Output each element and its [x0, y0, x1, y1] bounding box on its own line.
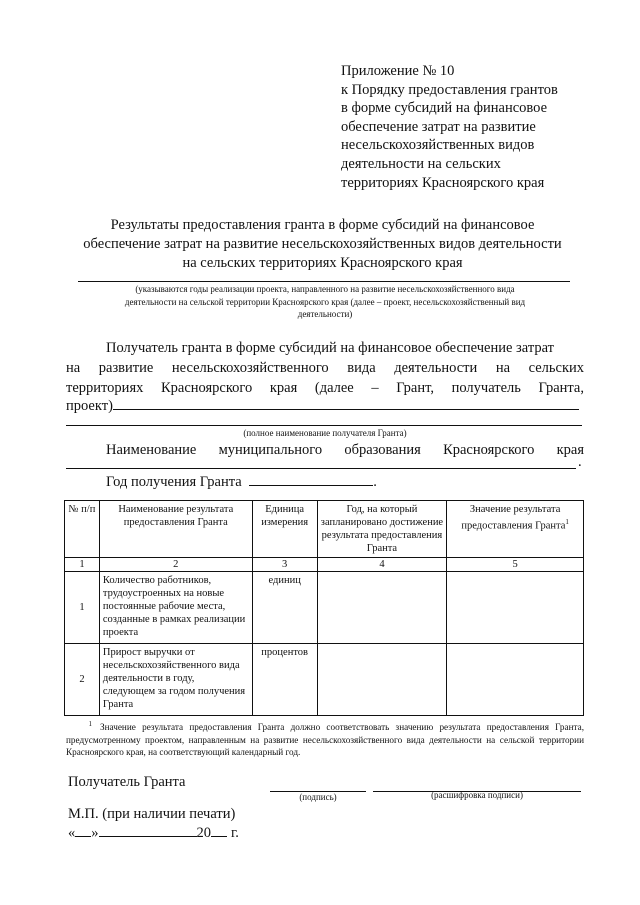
date-day-field[interactable] — [75, 824, 91, 837]
recipient-paragraph-line4 — [66, 396, 584, 416]
recipient-paragraph-line3: территориях Красноярского края (далее – Грант, получатель Гранта, — [66, 380, 584, 396]
years-note — [66, 283, 584, 321]
municipality-period: . — [578, 454, 582, 470]
recipient-paragraph-line2: на развитие несельскохозяйственного вида деятельности на сельских — [66, 360, 584, 376]
col-number: 5 — [447, 558, 584, 572]
appendix-line: несельскохозяйственных видов — [341, 137, 535, 154]
appendix-line: к Порядку предоставления грантов — [341, 81, 558, 98]
date-year: 20 — [196, 825, 211, 841]
footnote-mark: 1 — [88, 720, 92, 728]
municipality-label: Наименование муниципального образования Красноярского края — [106, 442, 584, 458]
date-month-field[interactable] — [99, 824, 197, 837]
results-table — [64, 500, 584, 716]
recipient-paragraph-line1: Получатель гранта в форме субсидий на финансовое обеспечение затрат — [106, 340, 554, 356]
appendix-line: обеспечение затрат на развитие — [341, 118, 536, 135]
table-column-numbers — [65, 558, 584, 572]
grant-year-field[interactable] — [249, 473, 373, 486]
header-num: № п/п — [65, 501, 100, 558]
row-year-cell[interactable] — [317, 572, 447, 644]
recipient-name-field[interactable] — [113, 397, 579, 410]
grant-year-row — [106, 472, 406, 492]
date-quote-close: » — [91, 825, 99, 841]
table-header-row — [65, 501, 584, 558]
appendix-header — [341, 62, 601, 192]
table-row — [65, 572, 584, 644]
document-title — [60, 216, 585, 272]
title-line: Результаты предоставления гранта в форме субсидий на финансовое — [110, 217, 535, 233]
header-name: Наименование результата предоставления Гранта — [99, 501, 252, 558]
row-year-cell[interactable] — [317, 644, 447, 716]
header-value-footnote-mark: 1 — [565, 518, 569, 526]
footnote — [66, 718, 584, 759]
row-name: Прирост выручки от несельскохозяйственного вида деятельности в году, следующем за годом получения Гранта — [99, 644, 252, 716]
header-year: Год, на который запланировано достижение результата предоставления Гранта — [317, 501, 447, 558]
row-unit: единиц — [252, 572, 317, 644]
header-value — [447, 501, 584, 558]
grant-year-label: Год получения Гранта — [106, 474, 242, 490]
header-unit: Единица измерения — [252, 501, 317, 558]
header-value-text: Значение результата предоставления Гранта — [461, 504, 566, 532]
col-number: 3 — [252, 558, 317, 572]
years-input-line[interactable] — [78, 281, 570, 282]
date-year-field[interactable] — [211, 824, 227, 837]
municipality-field[interactable] — [66, 468, 576, 469]
table-row — [65, 644, 584, 716]
years-note-line: (указываются годы реализации проекта, направленного на развитие несельскохозяйственного вида — [135, 284, 515, 294]
recipient-name-note: (полное наименование получателя Гранта) — [243, 428, 407, 438]
appendix-line: деятельности на сельских — [341, 155, 501, 172]
grant-year-period: . — [373, 474, 377, 490]
recipient-signature-label: Получатель Гранта — [68, 774, 186, 790]
years-note-line: деятельности) — [297, 309, 353, 319]
row-value-cell[interactable] — [447, 572, 584, 644]
col-number: 1 — [65, 558, 100, 572]
appendix-line: Приложение № 10 — [341, 63, 455, 79]
row-name: Количество работников, трудоустроенных на новые постоянные рабочие места, созданные в рамках реализации проекта — [99, 572, 252, 644]
stamp-label: М.П. (при наличии печати) — [68, 806, 236, 822]
years-note-line: деятельности на сельской территории Красноярского края (далее – проект, несельскохозяйственный вид — [124, 296, 526, 307]
date-row — [68, 824, 239, 842]
date-suffix: г. — [231, 825, 239, 841]
decode-note: (расшифровка подписи) — [431, 790, 523, 800]
appendix-line: в форме субсидий на финансовое — [341, 100, 548, 117]
row-num: 2 — [65, 644, 100, 716]
recipient-name-line[interactable] — [66, 425, 582, 426]
footnote-text: Значение результата предоставления Гранта должно соответствовать значению результата предоставления Гранта, предусмотренному проектом, направленным на развитие несельскохозяйственного вида деятельности на сельской территории Красноярского края, на соответствующий календарный год. — [66, 722, 584, 758]
appendix-line: территориях Красноярского края — [341, 174, 545, 191]
row-value-cell[interactable] — [447, 644, 584, 716]
title-line: на сельских территориях Красноярского края — [182, 254, 463, 271]
date-quote-open: « — [68, 825, 76, 841]
col-number: 2 — [99, 558, 252, 572]
signature-note: (подпись) — [299, 792, 337, 802]
title-line: обеспечение затрат на развитие несельскохозяйственных видов деятельности — [83, 235, 562, 252]
col-number: 4 — [317, 558, 447, 572]
row-unit: процентов — [252, 644, 317, 716]
row-num: 1 — [65, 572, 100, 644]
recipient-paragraph-end: проект) — [66, 398, 113, 414]
